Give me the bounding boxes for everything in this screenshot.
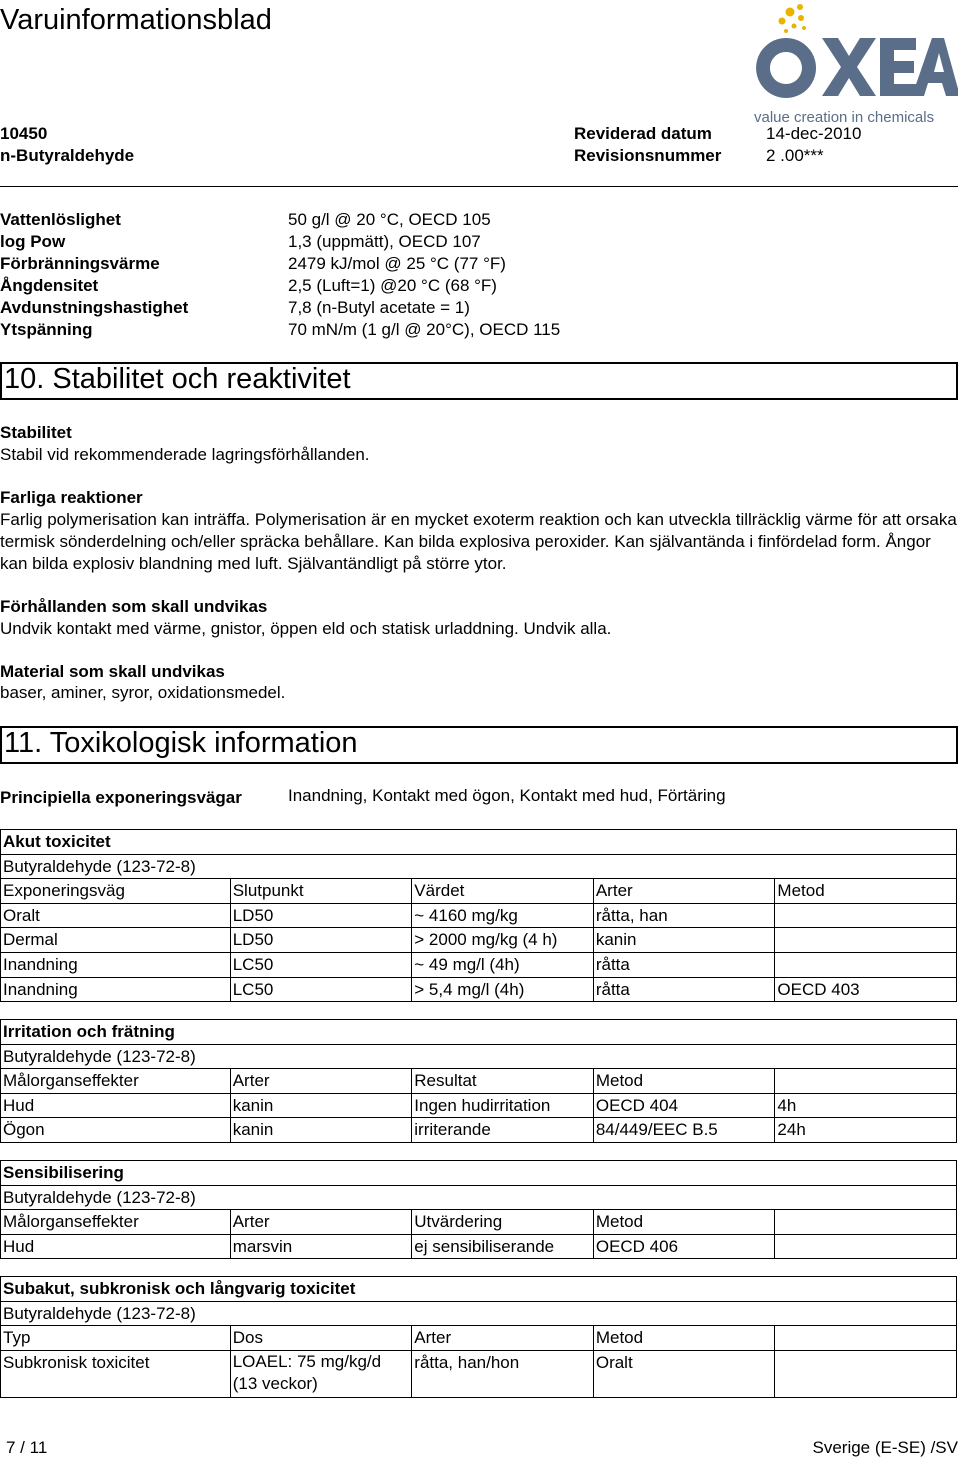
stability-text: Stabil vid rekommenderade lagringsförhållanden. <box>0 445 370 464</box>
table-header-row <box>1 1326 957 1351</box>
table-row <box>1 928 957 953</box>
property-row <box>0 210 958 232</box>
table-title-row <box>1 830 957 855</box>
table-cell: Hud <box>1 1234 231 1259</box>
property-value: 2,5 (Luft=1) @20 °C (68 °F) <box>288 276 497 295</box>
table-cell: Arter <box>412 1326 594 1351</box>
table-cell: Typ <box>1 1326 231 1351</box>
page-number: 7 / 11 <box>6 1438 48 1457</box>
table-row <box>1 1118 957 1143</box>
table-cell: Metod <box>593 1326 775 1351</box>
table-title-row <box>1 1020 957 1045</box>
table-cell: > 5,4 mg/l (4h) <box>412 977 594 1002</box>
table-row <box>1 1350 957 1397</box>
table-cell: Dos <box>230 1326 412 1351</box>
table-cell: Metod <box>593 1069 775 1094</box>
section-11-heading: 11. Toxikologisk information <box>4 727 358 759</box>
table-cell: Målorganseffekter <box>1 1069 231 1094</box>
table-cell: LC50 <box>230 977 412 1002</box>
table-cell: irriterande <box>412 1118 594 1143</box>
table-cell: Dermal <box>1 928 231 953</box>
table-cell: LOAEL: 75 mg/kg/d (13 veckor) <box>230 1350 412 1397</box>
table-cell <box>775 952 957 977</box>
table-cell: Metod <box>775 879 957 904</box>
table-substance-row <box>1 1301 957 1326</box>
table-cell: kanin <box>593 928 775 953</box>
revised-value: 14-dec-2010 <box>766 124 862 143</box>
table-row <box>1 1234 957 1259</box>
table-cell: ej sensibiliserande <box>412 1234 594 1259</box>
product-number: 10450 <box>0 124 48 143</box>
table-cell <box>775 1210 957 1235</box>
table-substance-row <box>1 854 957 879</box>
property-label: Vattenlöslighet <box>0 210 121 229</box>
table-header-row <box>1 879 957 904</box>
table-cell: Målorganseffekter <box>1 1210 231 1235</box>
sensitization-table <box>0 1160 957 1259</box>
table-cell: LD50 <box>230 903 412 928</box>
table-cell: LC50 <box>230 952 412 977</box>
table-cell: kanin <box>230 1118 412 1143</box>
subacute-toxicity-table <box>0 1276 957 1398</box>
table-cell: > 2000 mg/kg (4 h) <box>412 928 594 953</box>
table-cell: ~ 49 mg/l (4h) <box>412 952 594 977</box>
table-cell <box>775 1234 957 1259</box>
table-cell: ~ 4160 mg/kg <box>412 903 594 928</box>
table-cell: OECD 403 <box>775 977 957 1002</box>
table-cell: Subkronisk toxicitet <box>1 1350 231 1397</box>
property-label: Avdunstningshastighet <box>0 298 189 317</box>
table-cell: Metod <box>593 1210 775 1235</box>
property-label: Förbränningsvärme <box>0 254 160 273</box>
document-title: Varuinformationsblad <box>0 4 272 36</box>
table-title-row <box>1 1277 957 1302</box>
table-cell: Värdet <box>412 879 594 904</box>
property-row <box>0 276 958 298</box>
table-cell: råtta, han <box>593 903 775 928</box>
table-cell: kanin <box>230 1093 412 1118</box>
table-cell: Oralt <box>593 1350 775 1397</box>
property-label: Ytspänning <box>0 320 93 339</box>
table-cell: 84/449/EEC B.5 <box>593 1118 775 1143</box>
product-name: n-Butyraldehyde <box>0 146 135 165</box>
table-title-row <box>1 1161 957 1186</box>
table-title: Subakut, subkronisk och långvarig toxicitet <box>1 1277 957 1302</box>
table-cell <box>775 928 957 953</box>
table-row <box>1 1093 957 1118</box>
table-cell: Utvärdering <box>412 1210 594 1235</box>
table-substance: Butyraldehyde (123-72-8) <box>1 1185 957 1210</box>
table-cell: 4h <box>775 1093 957 1118</box>
revision-label: Revisionsnummer <box>574 146 722 165</box>
table-title: Akut toxicitet <box>1 830 957 855</box>
table-substance-row <box>1 1044 957 1069</box>
exposure-routes-value: Inandning, Kontakt med ögon, Kontakt med hud, Förtäring <box>288 786 726 805</box>
table-cell <box>775 1326 957 1351</box>
table-substance: Butyraldehyde (123-72-8) <box>1 854 957 879</box>
table-title: Irritation och frätning <box>1 1020 957 1045</box>
property-value: 70 mN/m (1 g/l @ 20°C), OECD 115 <box>288 320 561 339</box>
table-cell: Ingen hudirritation <box>412 1093 594 1118</box>
header-divider <box>0 186 958 187</box>
table-header-row <box>1 1210 957 1235</box>
property-row <box>0 320 958 342</box>
footer-locale: Sverige (E-SE) /SV <box>812 1438 958 1457</box>
irritation-table <box>0 1019 957 1143</box>
property-value: 7,8 (n-Butyl acetate = 1) <box>288 298 470 317</box>
table-cell: Oralt <box>1 903 231 928</box>
revised-label: Reviderad datum <box>574 124 712 143</box>
table-cell: Arter <box>593 879 775 904</box>
table-row <box>1 977 957 1002</box>
table-cell: råtta <box>593 977 775 1002</box>
exposure-routes-label: Principiella exponeringsvägar <box>0 788 242 807</box>
table-cell: OECD 404 <box>593 1093 775 1118</box>
table-cell <box>775 1069 957 1094</box>
property-row <box>0 232 958 254</box>
table-substance-row <box>1 1185 957 1210</box>
table-cell: Hud <box>1 1093 231 1118</box>
property-label: log Pow <box>0 232 66 251</box>
conditions-to-avoid-heading: Förhållanden som skall undvikas <box>0 597 268 616</box>
materials-to-avoid-text: baser, aminer, syror, oxidationsmedel. <box>0 683 286 702</box>
table-cell <box>775 903 957 928</box>
table-cell: Arter <box>230 1069 412 1094</box>
table-cell: OECD 406 <box>593 1234 775 1259</box>
table-row <box>1 903 957 928</box>
section-10-heading: 10. Stabilitet och reaktivitet <box>4 363 351 395</box>
section-11-heading-box <box>0 726 958 764</box>
property-value: 2479 kJ/mol @ 25 °C (77 °F) <box>288 254 506 273</box>
section-10-heading-box <box>0 362 958 400</box>
table-cell <box>775 1350 957 1397</box>
table-cell: Inandning <box>1 977 231 1002</box>
table-header-row <box>1 1069 957 1094</box>
table-cell: Inandning <box>1 952 231 977</box>
table-cell: marsvin <box>230 1234 412 1259</box>
table-row <box>1 952 957 977</box>
table-cell: LD50 <box>230 928 412 953</box>
acute-toxicity-table <box>0 829 957 1002</box>
table-cell: Arter <box>230 1210 412 1235</box>
table-cell: Slutpunkt <box>230 879 412 904</box>
logo-tagline: value creation in chemicals <box>754 109 935 126</box>
materials-to-avoid-heading: Material som skall undvikas <box>0 662 225 681</box>
property-value: 50 g/l @ 20 °C, OECD 105 <box>288 210 491 229</box>
table-cell: 24h <box>775 1118 957 1143</box>
table-cell: Ögon <box>1 1118 231 1143</box>
table-substance: Butyraldehyde (123-72-8) <box>1 1301 957 1326</box>
property-label: Ångdensitet <box>0 276 99 295</box>
property-value: 1,3 (uppmätt), OECD 107 <box>288 232 481 251</box>
table-cell: Exponeringsväg <box>1 879 231 904</box>
hazardous-reactions-text: Farlig polymerisation kan inträffa. Polymerisation är en mycket exoterm reaktion och kan utveckla tillräcklig värme för att orsaka termisk sönderdelning och/eller spräcka behållare. Kan bilda explosiva peroxider. Kan självantända i finfördelad form. Ångor kan bilda explosiv blandning med luft. Självantändligt på större ytor. <box>0 510 957 573</box>
oxea-logo <box>752 2 958 126</box>
stability-heading: Stabilitet <box>0 423 72 442</box>
table-cell: råtta, han/hon <box>412 1350 594 1397</box>
table-substance: Butyraldehyde (123-72-8) <box>1 1044 957 1069</box>
hazardous-reactions-heading: Farliga reaktioner <box>0 488 143 507</box>
table-cell: råtta <box>593 952 775 977</box>
table-title: Sensibilisering <box>1 1161 957 1186</box>
property-row <box>0 298 958 320</box>
property-row <box>0 254 958 276</box>
table-cell: Resultat <box>412 1069 594 1094</box>
revision-value: 2 .00*** <box>766 146 824 165</box>
conditions-to-avoid-text: Undvik kontakt med värme, gnistor, öppen eld och statisk urladdning. Undvik alla. <box>0 619 612 638</box>
